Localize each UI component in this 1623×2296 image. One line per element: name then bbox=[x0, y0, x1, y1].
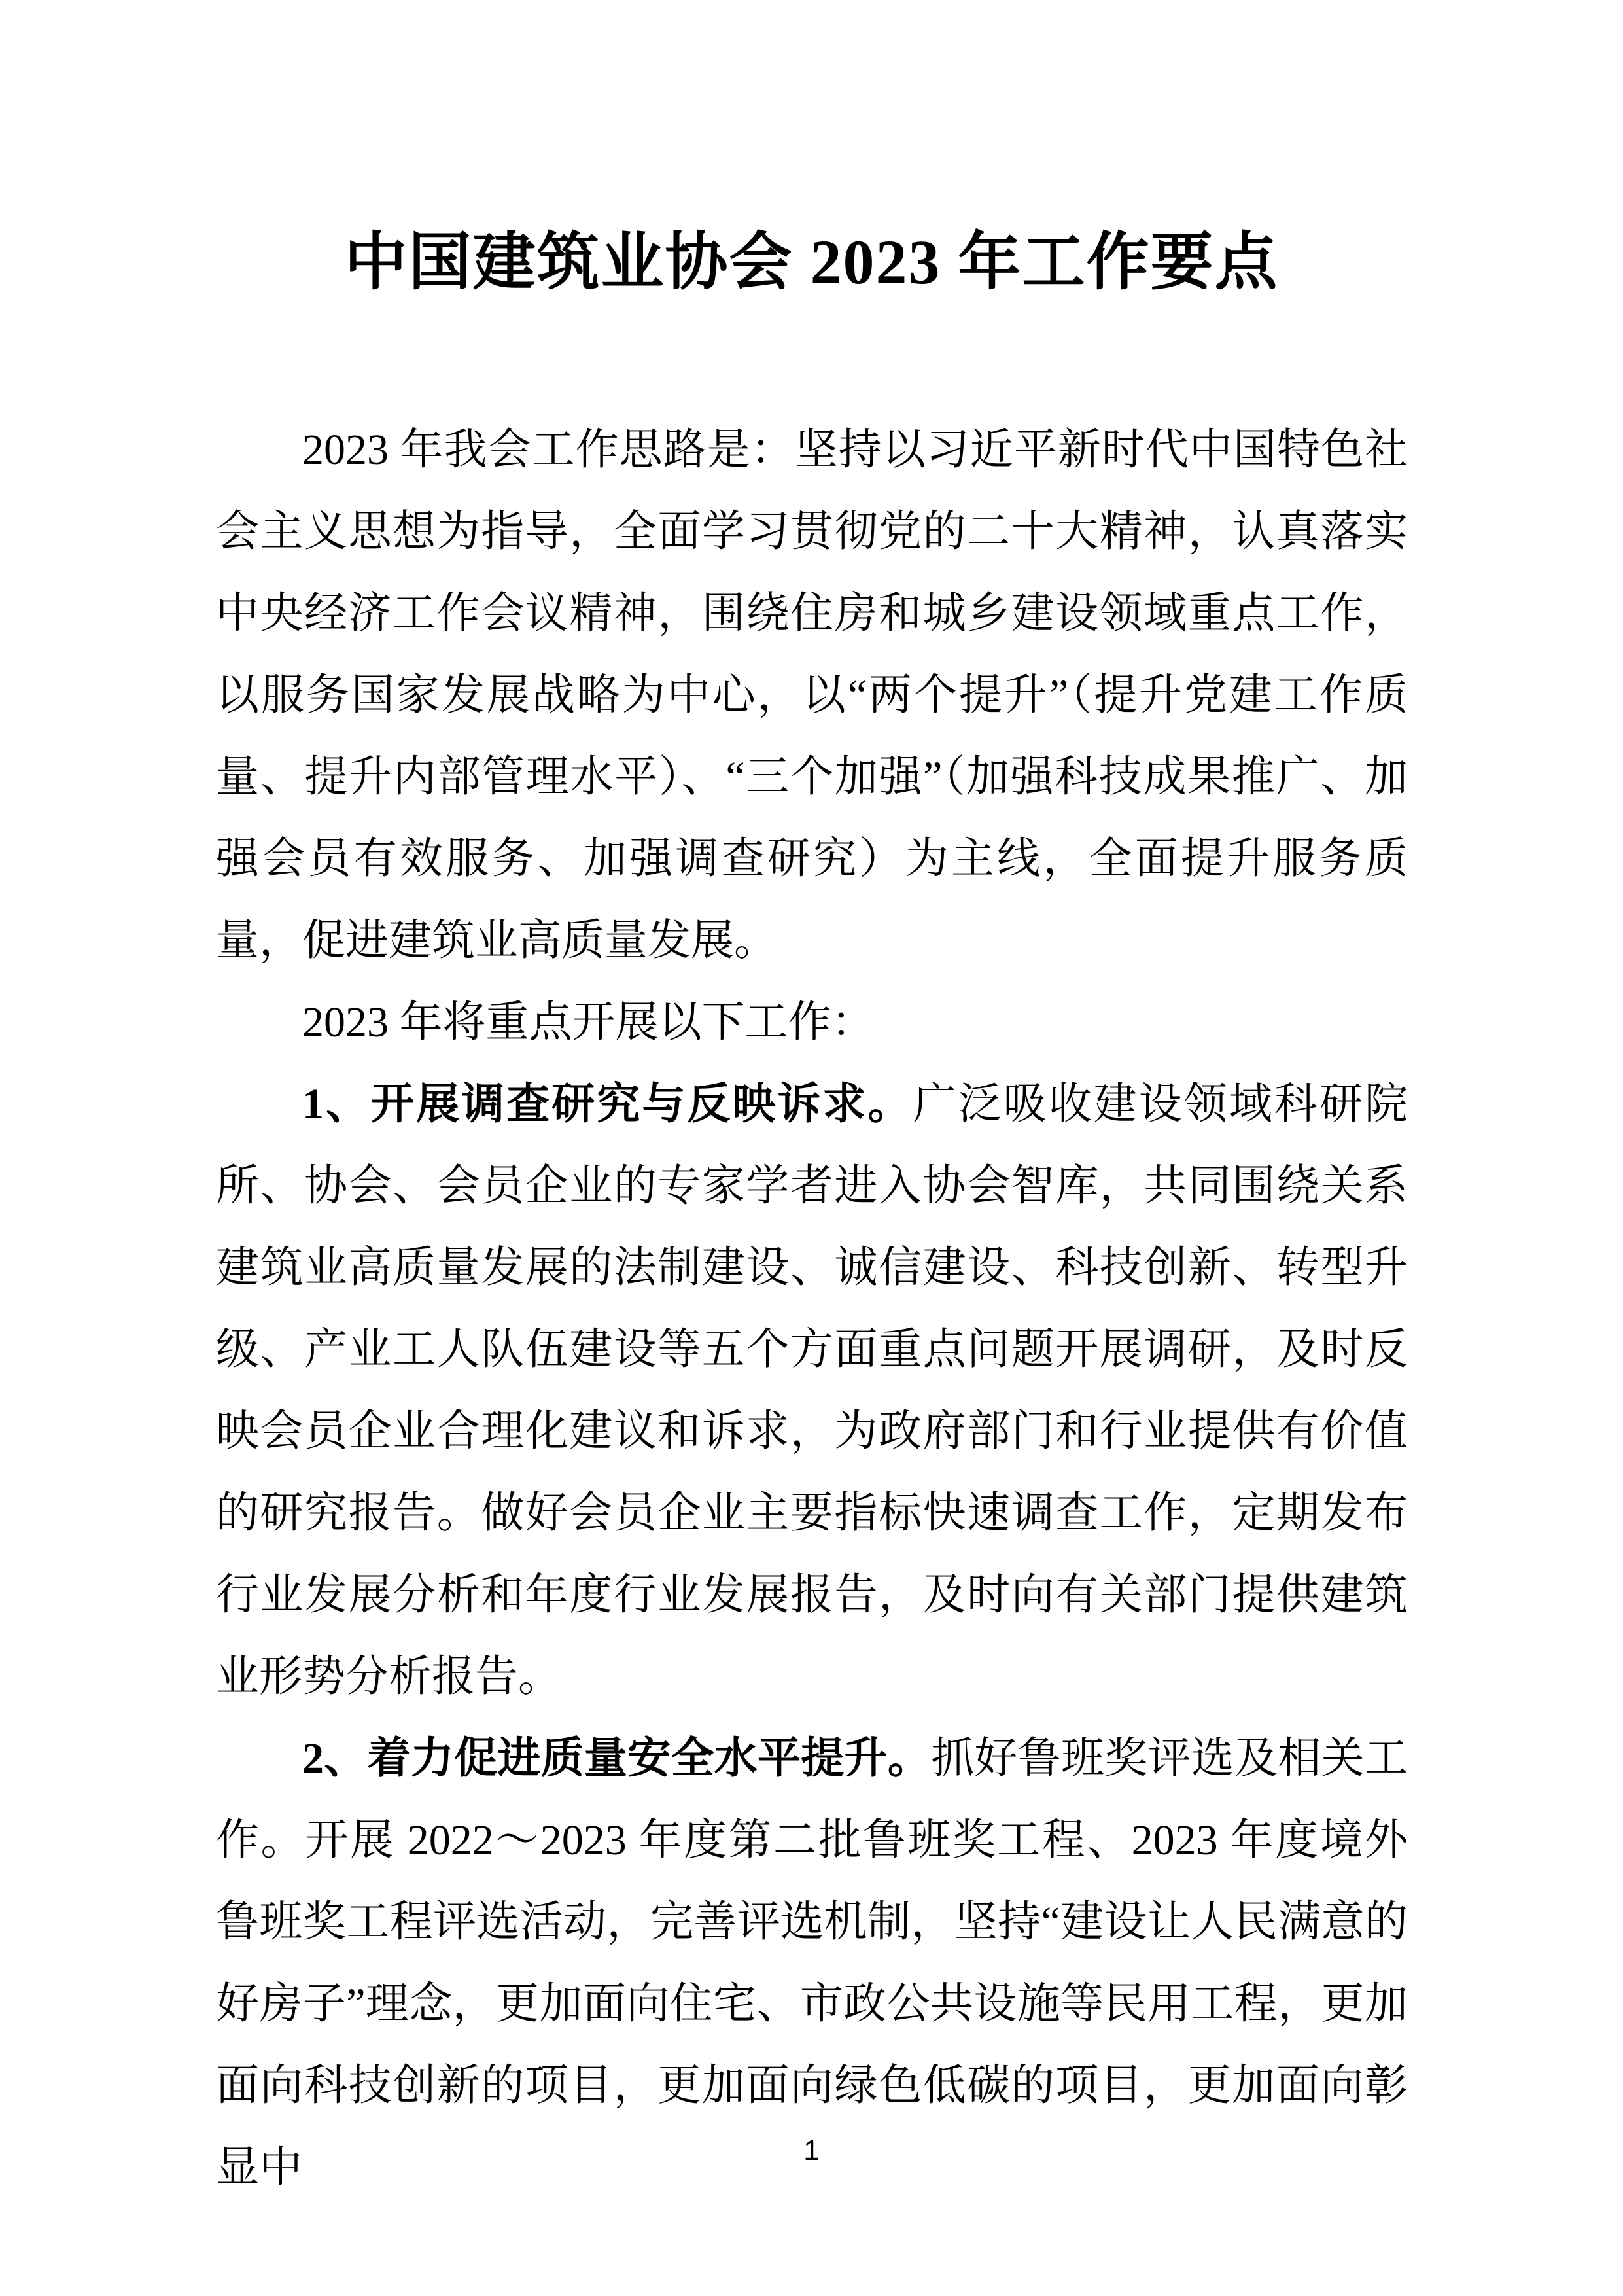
paragraph-text: 广泛吸收建设领域科研院所、协会、会员企业的专家学者进入协会智库，共同围绕关系建筑业高质量发展的法制建设、诚信建设、科技创新、转型升级、产业工人队伍建设等五个方面重点问题开展调研，及时反映会员企业合理化建议和诉求，为政府部门和行业提供有价值的研究报告。做好会员企业主要指标快速调查工作，定期发布行业发展分析和年度行业发展报告，及时向有关部门提供建筑业形势分析报告。 bbox=[216, 1080, 1408, 1701]
paragraph bbox=[216, 981, 1408, 1063]
document-body bbox=[216, 409, 1408, 2208]
page-number: 1 bbox=[803, 2134, 820, 2166]
paragraph-text: 2023 年将重点开展以下工作： bbox=[302, 998, 875, 1046]
document-title: 中国建筑业协会 2023 年工作要点 bbox=[344, 227, 1279, 297]
paragraph bbox=[216, 409, 1408, 981]
paragraph bbox=[216, 1063, 1408, 1718]
paragraph-text: 抓好鲁班奖评选及相关工作。开展 2022～2023 年度第二批鲁班奖工程、2023 年度境外鲁班奖工程评选活动，完善评选机制，坚持“建设让人民满意的好房子”理念，更加面向住宅、市政公共设施等民用工程，更加面向科技创新的项目，更加面向绿色低碳的项目，更加面向彰显中 bbox=[216, 1735, 1408, 2191]
paragraph-lead: 2、着力促进质量安全水平提升。 bbox=[302, 1735, 932, 1782]
paragraph-text: 2023 年我会工作思路是：坚持以习近平新时代中国特色社会主义思想为指导，全面学习贯彻党的二十大精神，认真落实中央经济工作会议精神，围绕住房和城乡建设领域重点工作，以服务国家发展战略为中心，以“两个提升”（提升党建工作质量、提升内部管理水平）、“三个加强”（加强科技成果推广、加强会员有效服务、加强调查研究）为主线，全面提升服务质量，促进建筑业高质量发展。 bbox=[216, 426, 1408, 964]
paragraph-lead: 1、开展调查研究与反映诉求。 bbox=[302, 1080, 913, 1128]
